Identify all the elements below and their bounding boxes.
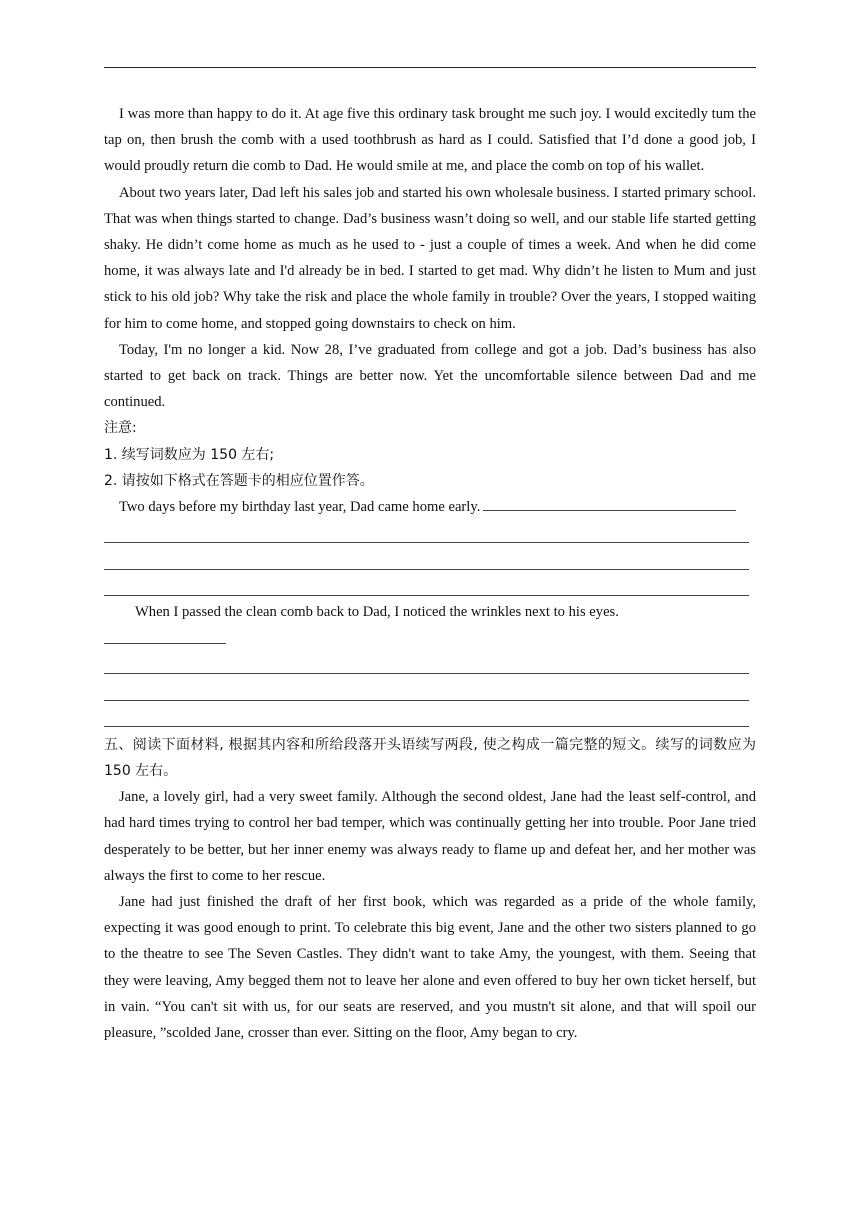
answer-blank[interactable]: [104, 625, 226, 644]
prompt-text: Two days before my birthday last year, Dad came home early.: [119, 499, 481, 516]
answer-line[interactable]: [104, 573, 756, 599]
prompt-line-1: [104, 494, 756, 520]
answer-line[interactable]: [104, 677, 756, 703]
answer-line[interactable]: [104, 520, 756, 546]
passage-paragraph: I was more than happy to do it. At age five this ordinary task brought me such joy. I would excitedly tum the tap on, then brush the comb with a used toothbrush as hard as I could. Satisfied that I’d done a good job, I would proudly return die comb to Dad. He would smile at me, and place the comb on top of his wallet.: [104, 106, 756, 175]
story-paragraph: Jane had just finished the draft of her first book, which was regarded as a pride of the whole family, expecting it was good enough to print. To celebrate this big event, Jane and the other two sisters planned to go to the theatre to see The Seven Castles. They didn't want to take Amy, the youngest, with them. Seeing that they were leaving, Amy begged them not to leave her alone and even offered to buy her own ticket herself, but in vain. “You can't sit with us, for our seats are reserved, and you mustn't sit alone, and that will spoil our pleasure, ”scolded Jane, crosser than ever. Sitting on the floor, Amy began to cry.: [104, 893, 756, 1041]
answer-line[interactable]: [104, 546, 756, 572]
answer-line[interactable]: [104, 651, 756, 677]
passage-paragraph: Today, I'm no longer a kid. Now 28, I’ve graduated from college and got a job. Dad’s business has also started to get back on track. Things are better now. Yet the uncomfortable silence between Dad and me continued.: [104, 341, 756, 411]
answer-blank[interactable]: [483, 496, 736, 511]
notes-item: 1. 续写词数应为 150 左右;: [104, 446, 275, 463]
notes-heading: 注意:: [104, 420, 137, 437]
notes-item: 2. 请按如下格式在答题卡的相应位置作答。: [104, 472, 374, 489]
short-answer-line[interactable]: [104, 625, 756, 651]
passage-paragraph: About two years later, Dad left his sales job and started his own wholesale business. I started primary school. That was when things started to change. Dad’s business wasn’t doing so well, and our stable life started getting shaky. He didn’t come home as much as he used to - just a couple of times a week. And when he did come home, it was always late and I'd already be in bed. I started to get mad. Why didn’t he listen to Mum and just stick to his old job? Why take the risk and place the whole family in trouble? Over the years, I stopped waiting for him to come home, and stopped going downstairs to check on him.: [104, 184, 756, 332]
prompt-line-2: When I passed the clean comb back to Dad, I noticed the wrinkles next to his eyes.: [135, 603, 619, 620]
document-body: [104, 101, 756, 1046]
answer-line[interactable]: [104, 704, 756, 730]
header-rule: [104, 67, 756, 68]
section-title: 五、阅读下面材料, 根据其内容和所给段落开头语续写两段, 使之构成一篇完整的短文。续写的词数应为 150 左右。: [104, 736, 756, 779]
story-paragraph: Jane, a lovely girl, had a very sweet family. Although the second oldest, Jane had the least self-control, and had hard times trying to control her bad temper, which was continually getting her into trouble. Poor Jane tried desperately to be better, but her inner enemy was always ready to flame up and defeat her, and her mother was always the first to come to her rescue.: [104, 789, 756, 884]
